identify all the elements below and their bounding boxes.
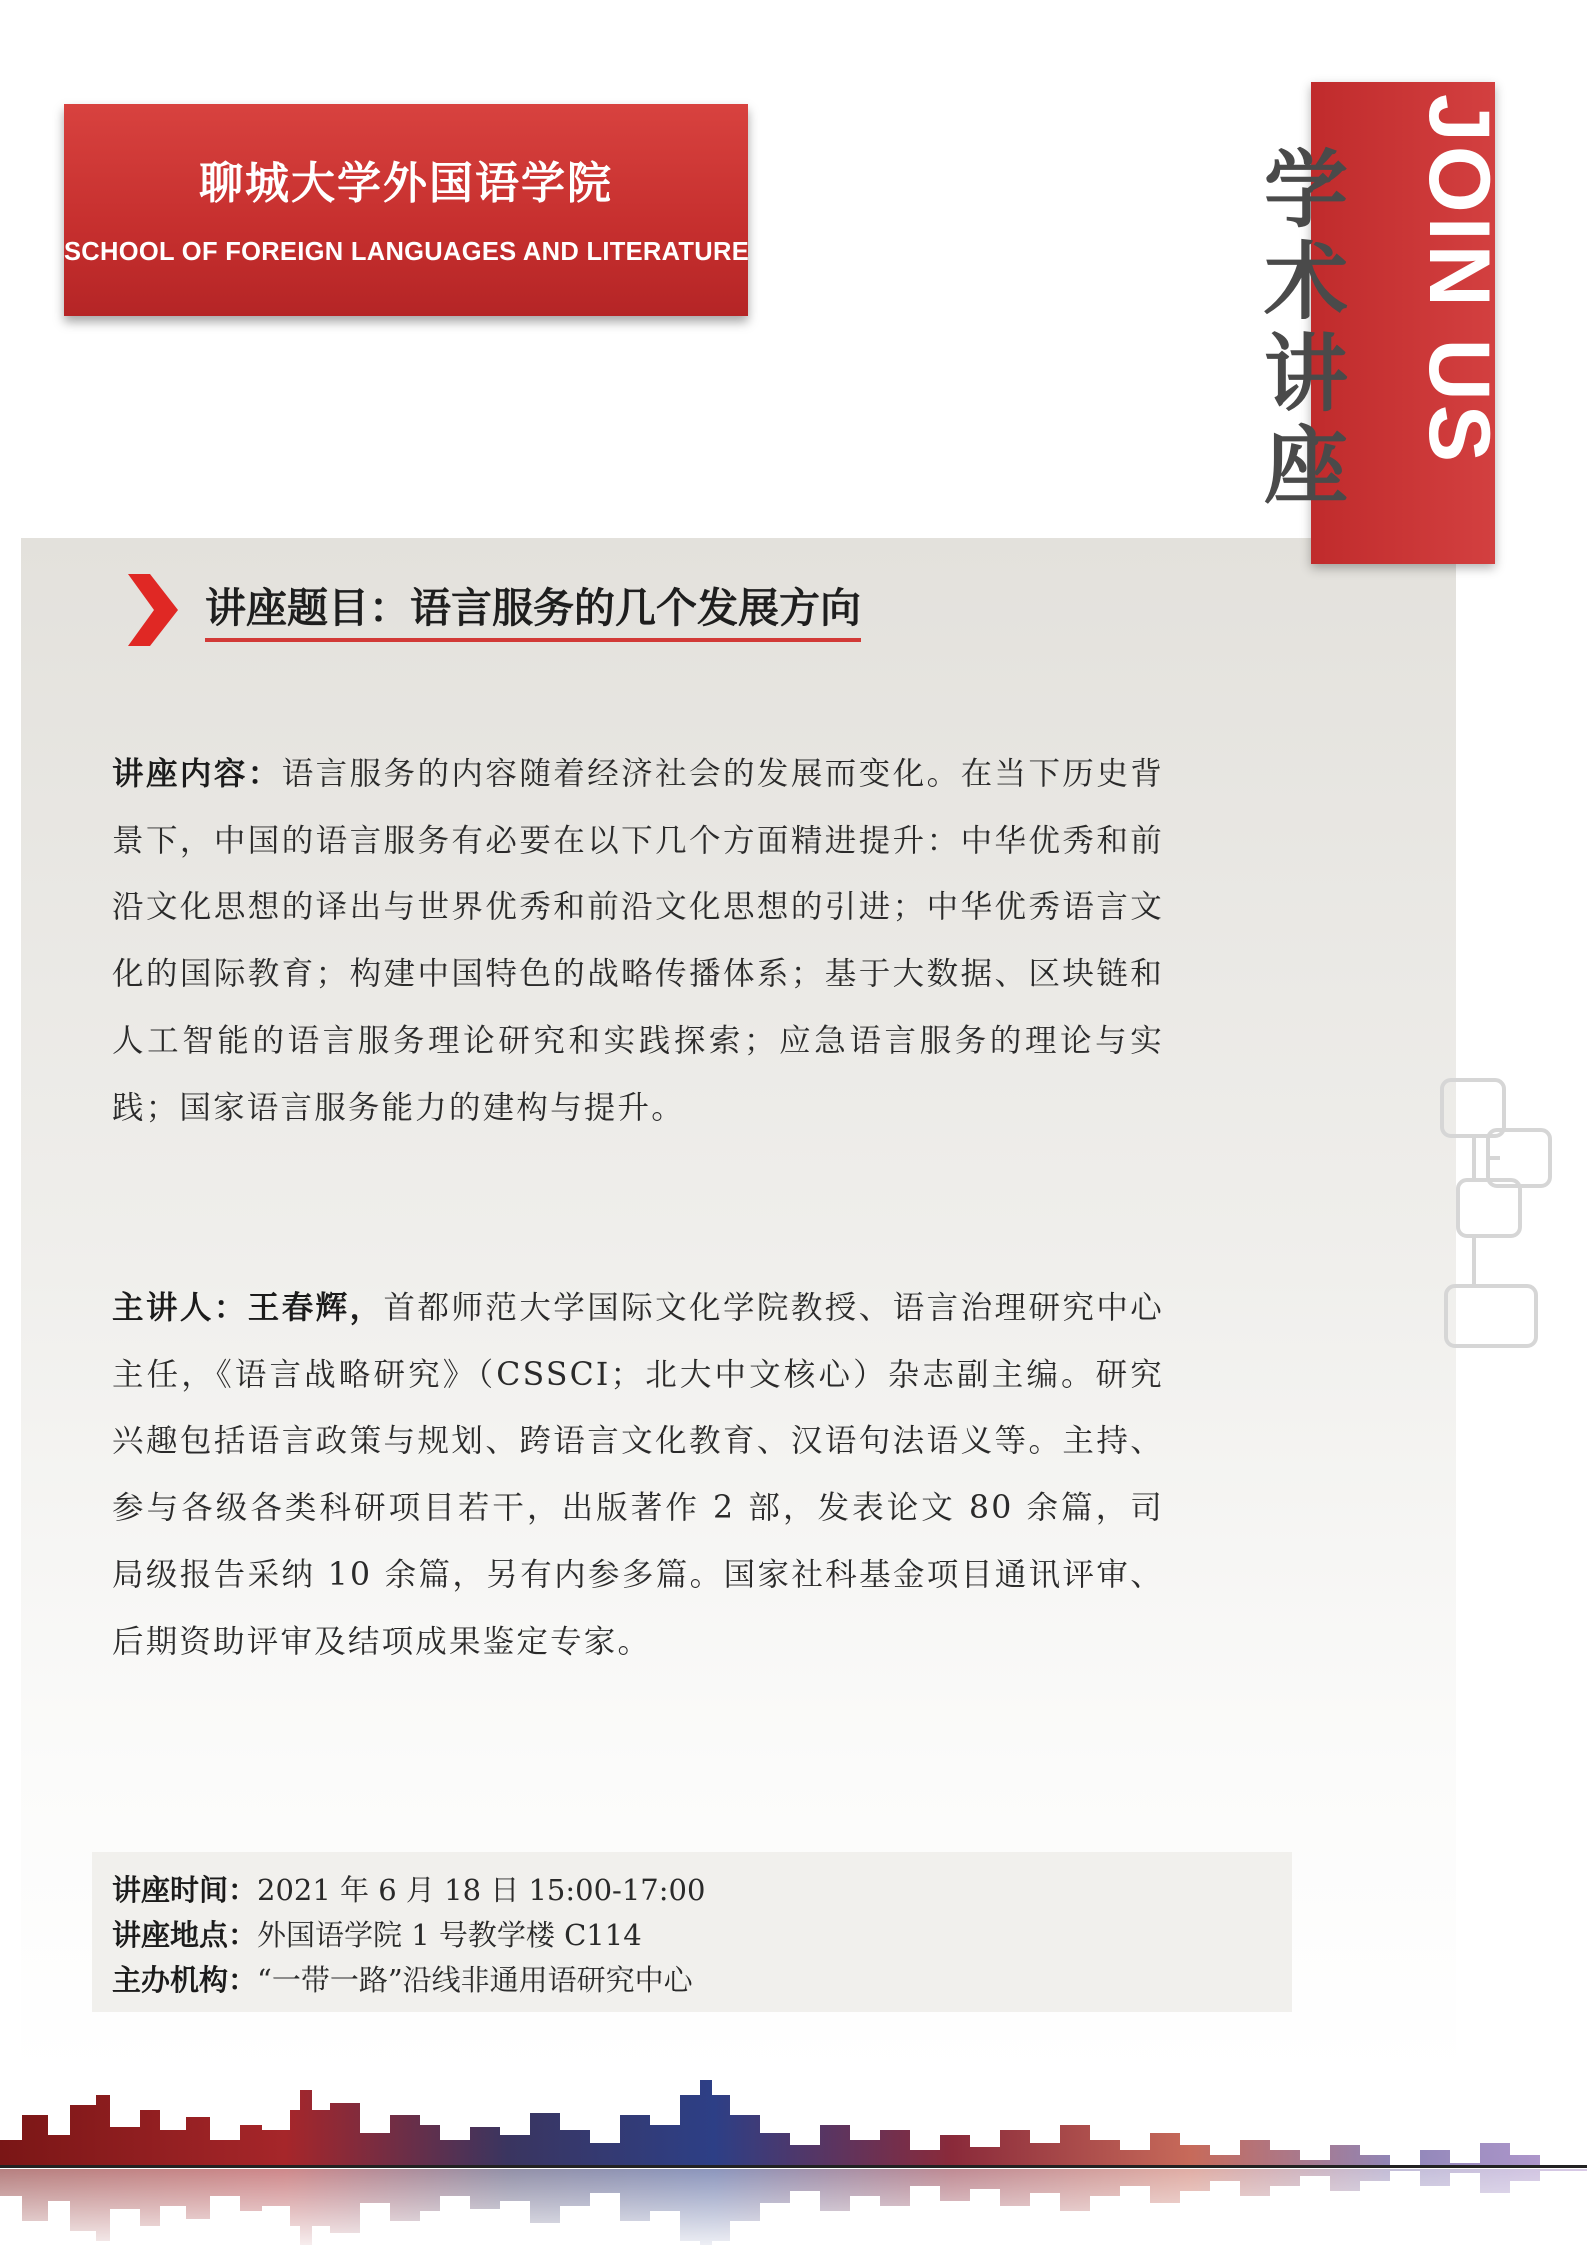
school-name-english: SCHOOL OF FOREIGN LANGUAGES AND LITERATURE bbox=[64, 238, 750, 266]
organizer-line bbox=[112, 1963, 693, 1997]
lecture-time-line bbox=[112, 1873, 706, 1907]
lecture-time-value: 2021 年 6 月 18 日 15:00-17:00 bbox=[257, 1873, 706, 1907]
organizer-label: 主办机构： bbox=[112, 1963, 258, 1997]
lecture-place-value: 外国语学院 1 号教学楼 C114 bbox=[257, 1918, 642, 1952]
city-skyline-icon bbox=[0, 2055, 1587, 2245]
join-us-label: JOIN US bbox=[1411, 94, 1507, 467]
vertical-title-char-1: 学 bbox=[1263, 141, 1348, 239]
join-us-label-wrap bbox=[1411, 86, 1507, 467]
speaker-bio-text: 首都师范大学国际文化学院教授、语言治理研究中心主任，《语言战略研究》（CSSCI；北大中文核心）杂志副主编。研究兴趣包括语言政策与规划、跨语言文化教育、汉语句法语义等。主持、参与各级各类科研项目若干，出版著作 2 部，发表论文 80 余篇，司局级报告采纳 10 余篇，另有内参多篇。国家社科基金项目通讯评审、后期资助评审及结项成果鉴定专家。 bbox=[112, 1290, 1164, 1660]
school-header-badge bbox=[64, 104, 748, 316]
lecture-place-label: 讲座地点： bbox=[112, 1918, 258, 1952]
vertical-title-char-3: 讲 bbox=[1263, 325, 1348, 423]
speaker-label: 主讲人：王春辉， bbox=[112, 1289, 384, 1326]
chevron-right-icon bbox=[124, 572, 180, 648]
decorative-squares-icon bbox=[1440, 1070, 1587, 1360]
organizer-value: “一带一路”沿线非通用语研究中心 bbox=[257, 1963, 693, 1997]
vertical-title-char-2: 术 bbox=[1263, 233, 1348, 331]
school-name-chinese: 聊城大学外国语学院 bbox=[199, 158, 613, 209]
lecture-place-line bbox=[112, 1918, 642, 1952]
lecture-topic-heading: 讲座题目：语言服务的几个发展方向 bbox=[205, 588, 861, 642]
lecture-content-label: 讲座内容： bbox=[112, 755, 282, 792]
lecture-content-text: 语言服务的内容随着经济社会的发展而变化。在当下历史背景下，中国的语言服务有必要在以下几个方面精进提升：中华优秀和前沿文化思想的译出与世界优秀和前沿文化思想的引进；中华优秀语言文化的国际教育；构建中国特色的战略传播体系；基于大数据、区块链和人工智能的语言服务理论研究和实践探索；应急语言服务的理论与实践；国家语言服务能力的建构与提升。 bbox=[112, 756, 1164, 1126]
vertical-title-char-4: 座 bbox=[1263, 417, 1348, 515]
lecture-content-paragraph bbox=[112, 741, 1164, 1141]
lecture-time-label: 讲座时间： bbox=[112, 1873, 258, 1907]
lecture-vertical-title bbox=[1256, 141, 1356, 515]
speaker-paragraph bbox=[112, 1275, 1164, 1675]
